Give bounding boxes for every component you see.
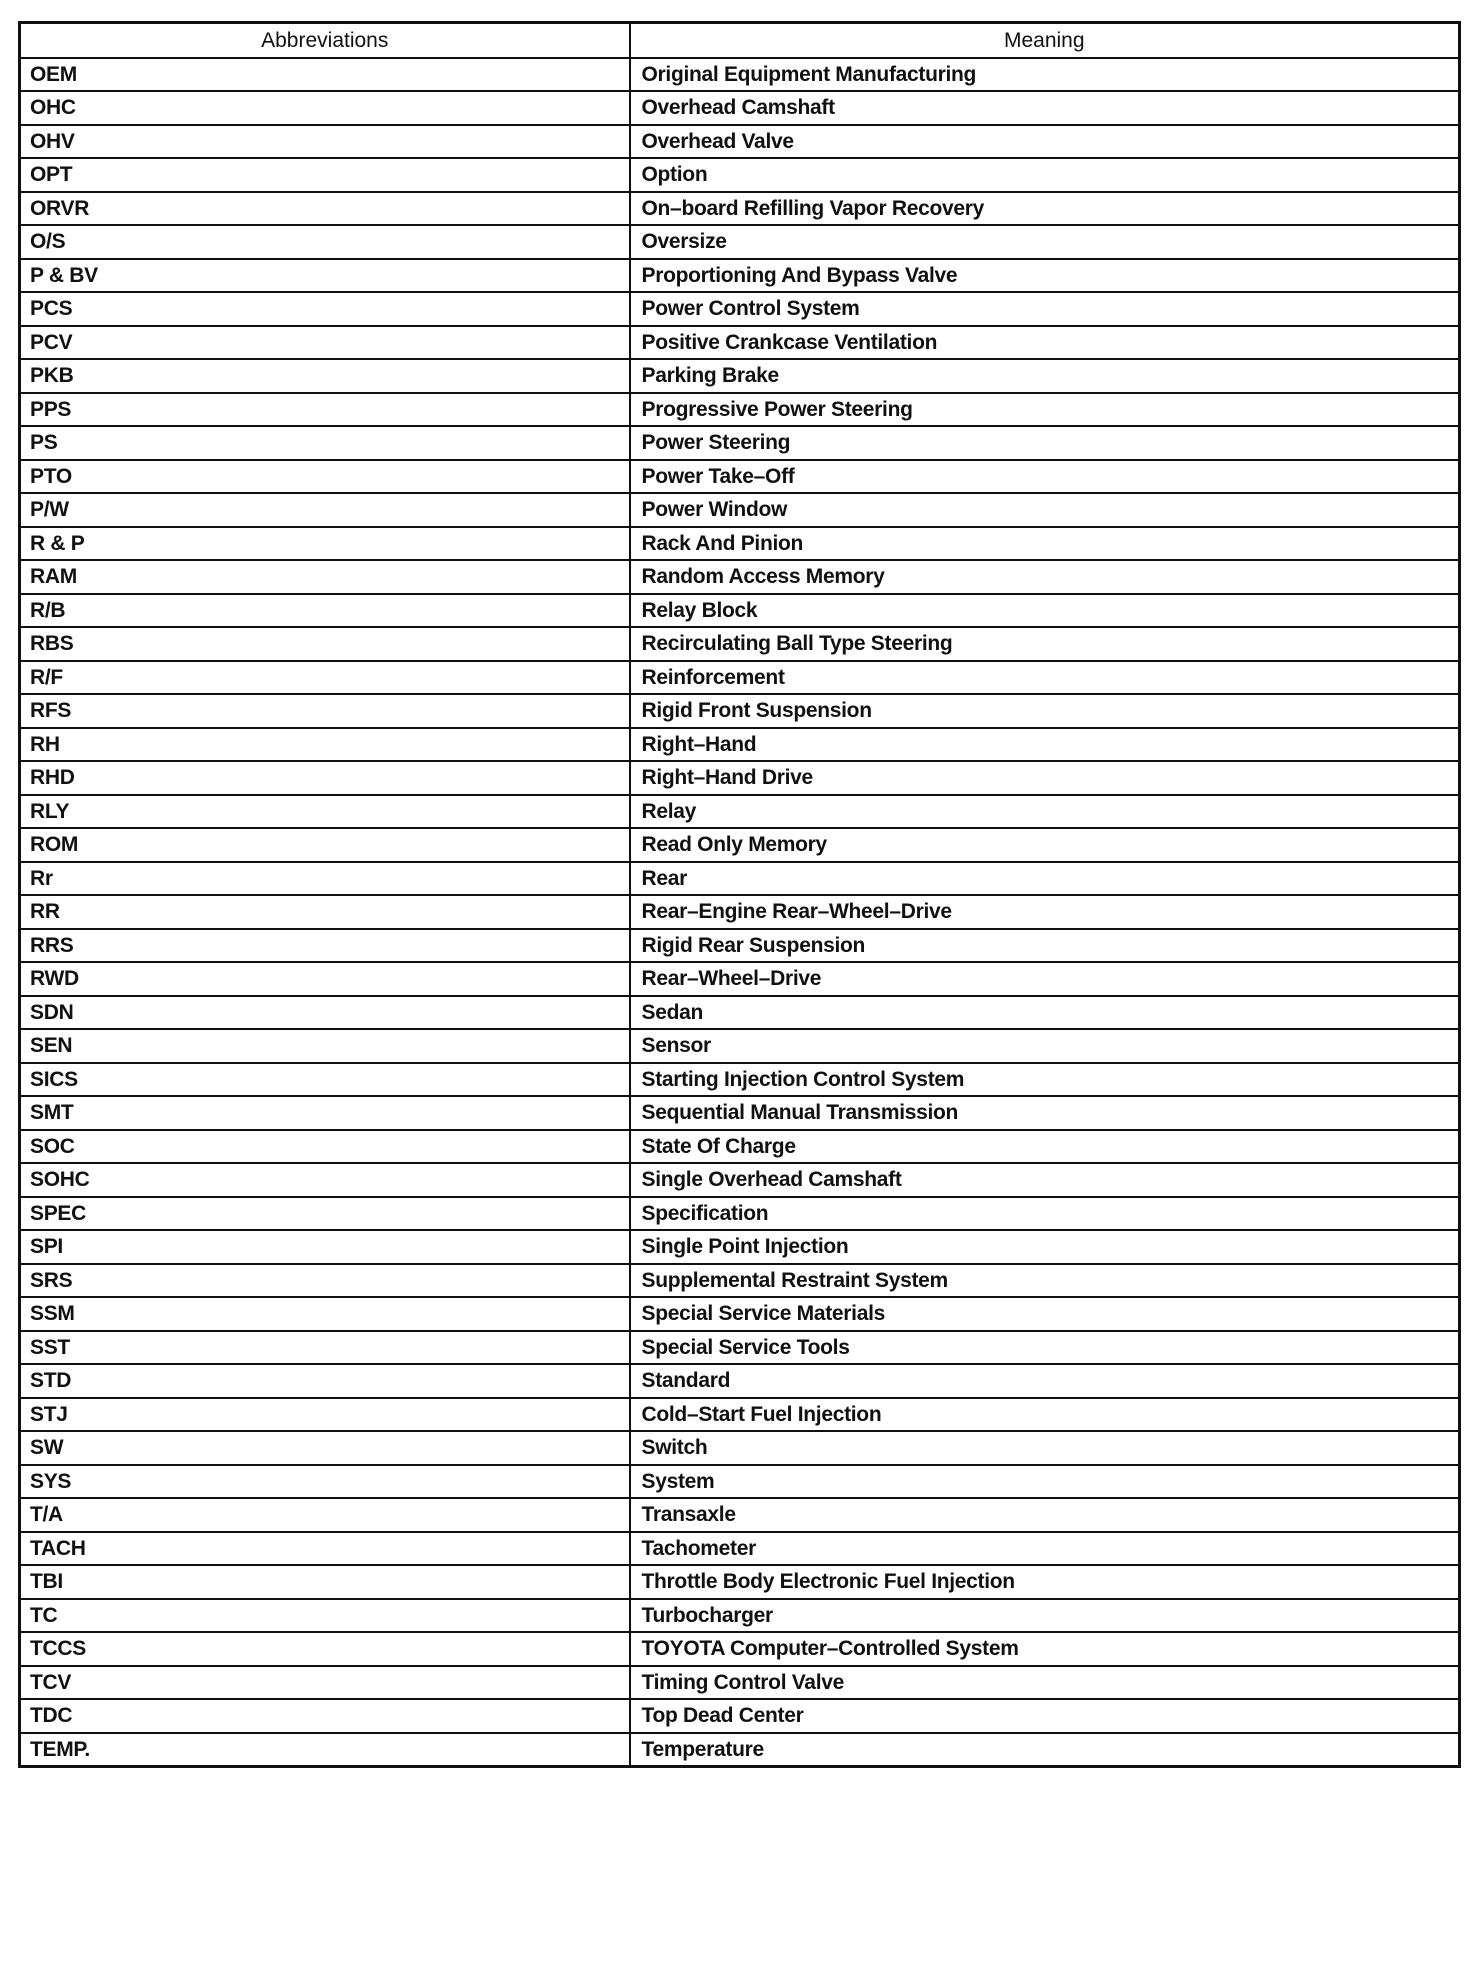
table-row <box>20 1599 1460 1633</box>
abbreviation-cell: PCV <box>20 326 630 360</box>
meaning-cell: Rear–Wheel–Drive <box>630 962 1460 996</box>
abbreviation-cell: SOC <box>20 1130 630 1164</box>
meaning-cell: Tachometer <box>630 1532 1460 1566</box>
abbreviation-cell: TBI <box>20 1565 630 1599</box>
table-row <box>20 158 1460 192</box>
table-row <box>20 527 1460 561</box>
table-row <box>20 560 1460 594</box>
abbreviation-cell: RBS <box>20 627 630 661</box>
meaning-cell: Temperature <box>630 1733 1460 1767</box>
meaning-cell: Single Overhead Camshaft <box>630 1163 1460 1197</box>
abbreviation-cell: ORVR <box>20 192 630 226</box>
table-row <box>20 125 1460 159</box>
abbreviation-cell: R & P <box>20 527 630 561</box>
meaning-cell: Positive Crankcase Ventilation <box>630 326 1460 360</box>
abbreviation-cell: RH <box>20 728 630 762</box>
abbreviation-cell: PCS <box>20 292 630 326</box>
abbreviation-cell: RR <box>20 895 630 929</box>
table-row <box>20 1063 1460 1097</box>
meaning-cell: Switch <box>630 1431 1460 1465</box>
abbreviation-cell: SPI <box>20 1230 630 1264</box>
table-row <box>20 192 1460 226</box>
meaning-cell: Rigid Front Suspension <box>630 694 1460 728</box>
abbreviation-cell: SICS <box>20 1063 630 1097</box>
abbreviation-cell: Rr <box>20 862 630 896</box>
table-row <box>20 91 1460 125</box>
table-row <box>20 326 1460 360</box>
table-row <box>20 1565 1460 1599</box>
table-row <box>20 1096 1460 1130</box>
table-row <box>20 1297 1460 1331</box>
header-meaning: Meaning <box>630 23 1460 58</box>
abbreviation-cell: P & BV <box>20 259 630 293</box>
table-row <box>20 929 1460 963</box>
meaning-cell: Relay Block <box>630 594 1460 628</box>
meaning-cell: Relay <box>630 795 1460 829</box>
table-row <box>20 694 1460 728</box>
abbreviation-cell: T/A <box>20 1498 630 1532</box>
abbreviation-cell: SSM <box>20 1297 630 1331</box>
abbreviation-cell: OPT <box>20 158 630 192</box>
abbreviation-cell: RHD <box>20 761 630 795</box>
abbreviation-cell: TCCS <box>20 1632 630 1666</box>
abbreviation-cell: SDN <box>20 996 630 1030</box>
table-row <box>20 1364 1460 1398</box>
abbreviation-cell: ROM <box>20 828 630 862</box>
table-row <box>20 1465 1460 1499</box>
meaning-cell: Rear <box>630 862 1460 896</box>
abbreviation-cell: SYS <box>20 1465 630 1499</box>
table-row <box>20 962 1460 996</box>
meaning-cell: Sensor <box>630 1029 1460 1063</box>
table-row <box>20 828 1460 862</box>
meaning-cell: Transaxle <box>630 1498 1460 1532</box>
abbreviation-cell: RFS <box>20 694 630 728</box>
meaning-cell: Special Service Materials <box>630 1297 1460 1331</box>
meaning-cell: Cold–Start Fuel Injection <box>630 1398 1460 1432</box>
abbreviation-cell: TEMP. <box>20 1733 630 1767</box>
table-row <box>20 1264 1460 1298</box>
table-row <box>20 1532 1460 1566</box>
meaning-cell: Special Service Tools <box>630 1331 1460 1365</box>
meaning-cell: TOYOTA Computer–Controlled System <box>630 1632 1460 1666</box>
table-row <box>20 1130 1460 1164</box>
table-row <box>20 795 1460 829</box>
meaning-cell: Sequential Manual Transmission <box>630 1096 1460 1130</box>
table-row <box>20 1398 1460 1432</box>
table-row <box>20 661 1460 695</box>
meaning-cell: Proportioning And Bypass Valve <box>630 259 1460 293</box>
meaning-cell: Recirculating Ball Type Steering <box>630 627 1460 661</box>
meaning-cell: Read Only Memory <box>630 828 1460 862</box>
abbreviation-cell: OEM <box>20 58 630 92</box>
table-row <box>20 1632 1460 1666</box>
table-row <box>20 996 1460 1030</box>
table-row <box>20 1163 1460 1197</box>
table-row <box>20 225 1460 259</box>
abbreviation-cell: SW <box>20 1431 630 1465</box>
abbreviation-cell: RRS <box>20 929 630 963</box>
table-row <box>20 1230 1460 1264</box>
table-row <box>20 493 1460 527</box>
table-row <box>20 1666 1460 1700</box>
abbreviation-cell: OHV <box>20 125 630 159</box>
meaning-cell: Overhead Camshaft <box>630 91 1460 125</box>
meaning-cell: Single Point Injection <box>630 1230 1460 1264</box>
abbreviation-cell: R/F <box>20 661 630 695</box>
meaning-cell: Standard <box>630 1364 1460 1398</box>
abbreviation-cell: O/S <box>20 225 630 259</box>
table-row <box>20 1431 1460 1465</box>
meaning-cell: Right–Hand <box>630 728 1460 762</box>
table-row <box>20 728 1460 762</box>
meaning-cell: Right–Hand Drive <box>630 761 1460 795</box>
abbreviation-cell: P/W <box>20 493 630 527</box>
meaning-cell: Original Equipment Manufacturing <box>630 58 1460 92</box>
abbreviation-cell: PS <box>20 426 630 460</box>
meaning-cell: Starting Injection Control System <box>630 1063 1460 1097</box>
abbreviation-cell: TCV <box>20 1666 630 1700</box>
table-row <box>20 895 1460 929</box>
abbreviation-cell: RWD <box>20 962 630 996</box>
table-row <box>20 627 1460 661</box>
meaning-cell: System <box>630 1465 1460 1499</box>
table-row <box>20 862 1460 896</box>
meaning-cell: Power Take–Off <box>630 460 1460 494</box>
abbreviation-cell: SST <box>20 1331 630 1365</box>
meaning-cell: Option <box>630 158 1460 192</box>
meaning-cell: Power Window <box>630 493 1460 527</box>
table-row <box>20 1733 1460 1767</box>
meaning-cell: Random Access Memory <box>630 560 1460 594</box>
abbreviation-cell: TDC <box>20 1699 630 1733</box>
abbreviation-cell: STD <box>20 1364 630 1398</box>
header-row <box>20 23 1460 58</box>
meaning-cell: Rack And Pinion <box>630 527 1460 561</box>
meaning-cell: Throttle Body Electronic Fuel Injection <box>630 1565 1460 1599</box>
abbreviation-cell: RLY <box>20 795 630 829</box>
table-row <box>20 460 1460 494</box>
abbreviation-cell: TACH <box>20 1532 630 1566</box>
abbreviation-cell: TC <box>20 1599 630 1633</box>
table-row <box>20 1331 1460 1365</box>
abbreviations-table <box>18 21 1461 1768</box>
meaning-cell: Overhead Valve <box>630 125 1460 159</box>
meaning-cell: Power Control System <box>630 292 1460 326</box>
table-row <box>20 58 1460 92</box>
meaning-cell: Specification <box>630 1197 1460 1231</box>
abbreviation-cell: R/B <box>20 594 630 628</box>
meaning-cell: Rigid Rear Suspension <box>630 929 1460 963</box>
meaning-cell: Timing Control Valve <box>630 1666 1460 1700</box>
meaning-cell: Power Steering <box>630 426 1460 460</box>
abbreviation-cell: SEN <box>20 1029 630 1063</box>
abbreviation-cell: STJ <box>20 1398 630 1432</box>
table-row <box>20 1699 1460 1733</box>
meaning-cell: State Of Charge <box>630 1130 1460 1164</box>
abbreviation-cell: PPS <box>20 393 630 427</box>
meaning-cell: Sedan <box>630 996 1460 1030</box>
abbreviation-cell: SPEC <box>20 1197 630 1231</box>
table-body <box>20 58 1460 1767</box>
table-row <box>20 359 1460 393</box>
table-row <box>20 393 1460 427</box>
abbreviation-cell: SOHC <box>20 1163 630 1197</box>
table-row <box>20 1029 1460 1063</box>
meaning-cell: Parking Brake <box>630 359 1460 393</box>
meaning-cell: Progressive Power Steering <box>630 393 1460 427</box>
meaning-cell: Supplemental Restraint System <box>630 1264 1460 1298</box>
table-row <box>20 259 1460 293</box>
abbreviation-cell: SMT <box>20 1096 630 1130</box>
abbreviation-cell: RAM <box>20 560 630 594</box>
meaning-cell: Oversize <box>630 225 1460 259</box>
meaning-cell: Rear–Engine Rear–Wheel–Drive <box>630 895 1460 929</box>
abbreviation-cell: OHC <box>20 91 630 125</box>
meaning-cell: On–board Refilling Vapor Recovery <box>630 192 1460 226</box>
abbreviation-cell: PTO <box>20 460 630 494</box>
header-abbreviations: Abbreviations <box>20 23 630 58</box>
table-row <box>20 1498 1460 1532</box>
meaning-cell: Top Dead Center <box>630 1699 1460 1733</box>
table-row <box>20 594 1460 628</box>
table-row <box>20 761 1460 795</box>
table-row <box>20 426 1460 460</box>
abbreviation-cell: PKB <box>20 359 630 393</box>
table-header <box>20 23 1460 58</box>
table-row <box>20 292 1460 326</box>
abbreviation-cell: SRS <box>20 1264 630 1298</box>
table-row <box>20 1197 1460 1231</box>
meaning-cell: Reinforcement <box>630 661 1460 695</box>
meaning-cell: Turbocharger <box>630 1599 1460 1633</box>
